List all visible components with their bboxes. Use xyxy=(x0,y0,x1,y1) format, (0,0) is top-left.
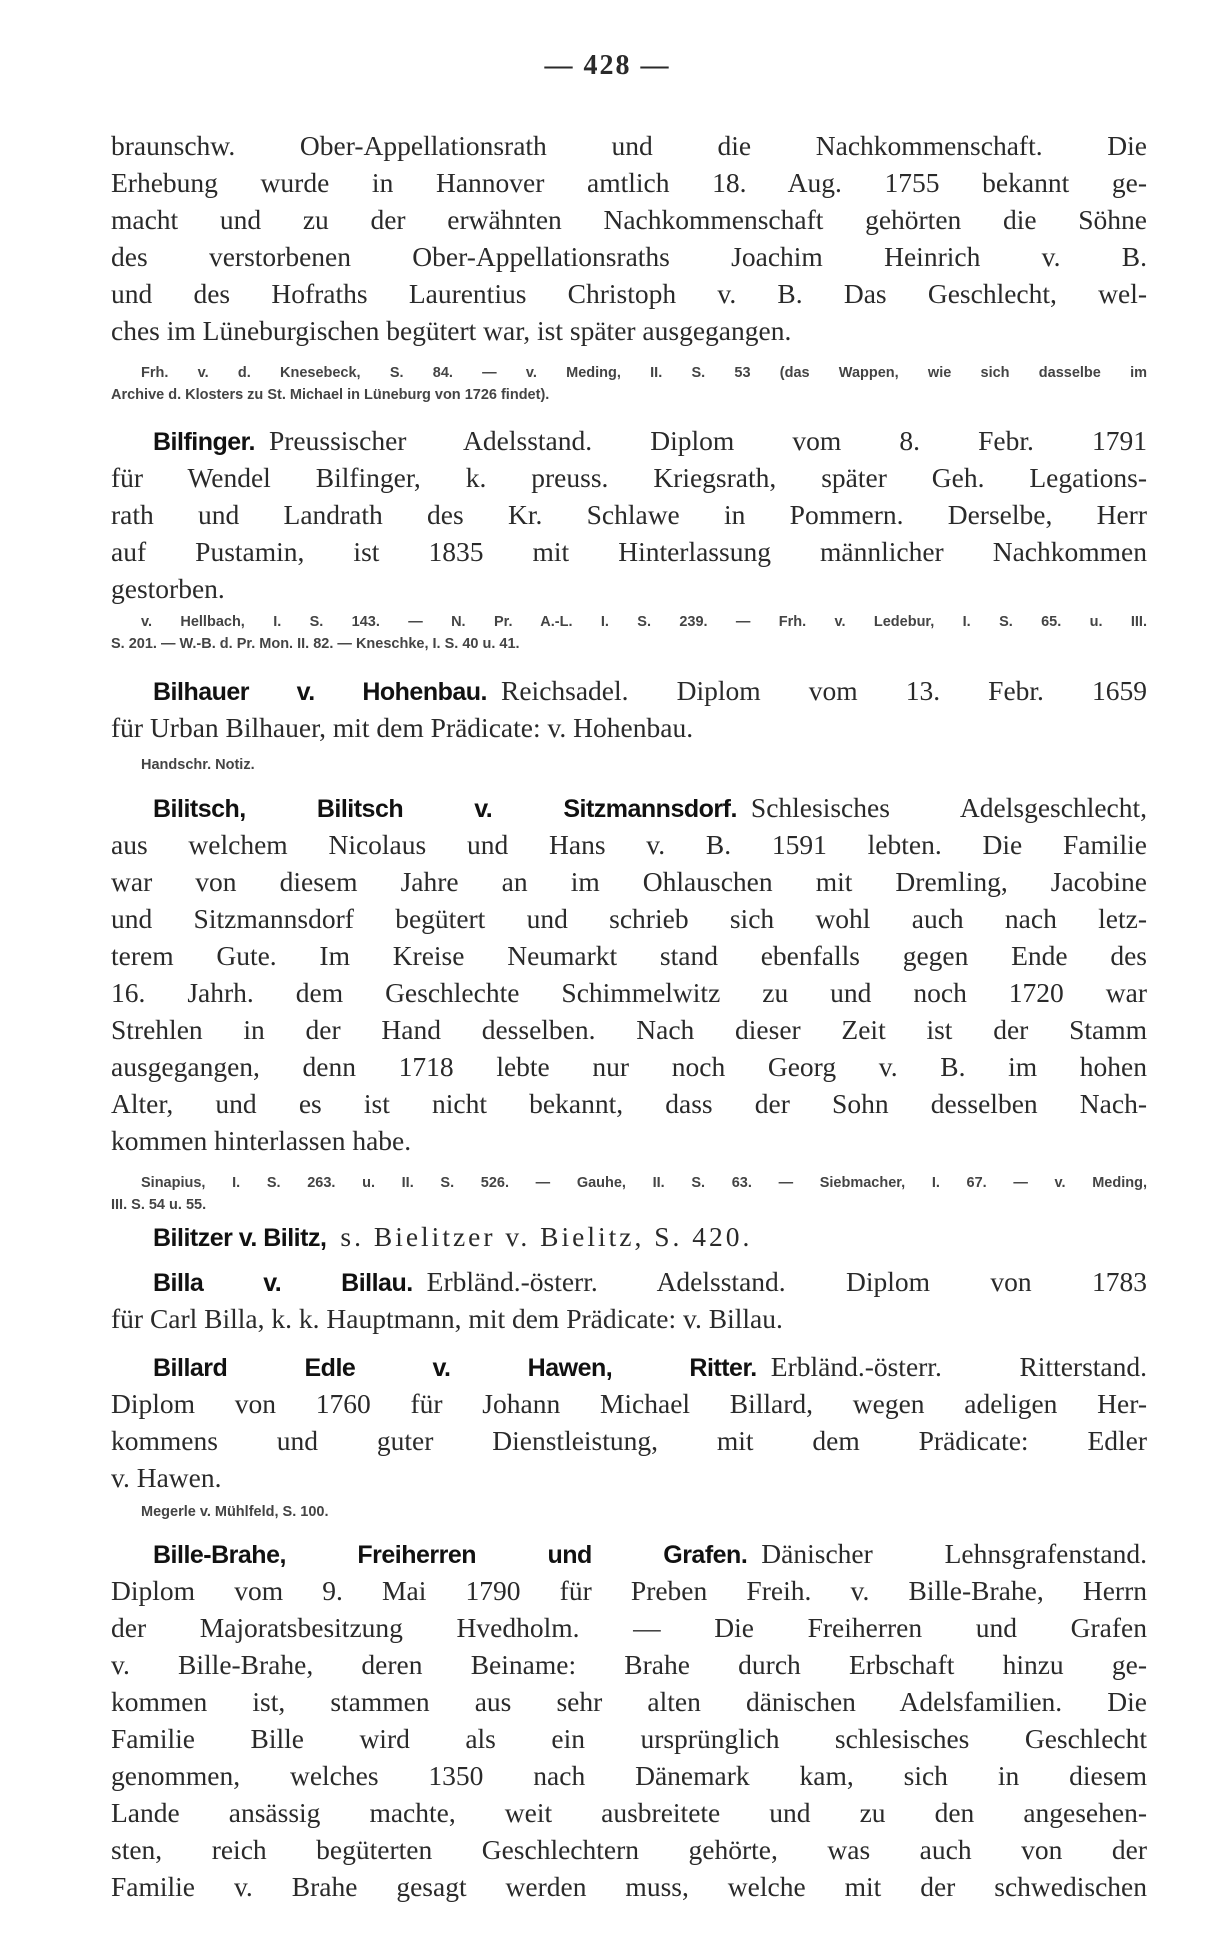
line-text: ches im Lüneburgischen begütert war, ist später ausgegangen. xyxy=(111,315,792,346)
text-line xyxy=(111,384,1147,406)
line-text: v. Hellbach, I. S. 143. — N. Pr. A.-L. I. S. 239. — Frh. v. Ledebur, I. S. 65. u. III. xyxy=(141,614,1147,630)
line-text: 16. Jahrh. dem Geschlechte Schimmelwitz zu und noch 1720 war xyxy=(111,977,1147,1008)
text-line xyxy=(111,1609,1147,1646)
line-text: v. Hawen. xyxy=(111,1462,222,1493)
text-line xyxy=(111,312,1147,349)
line-text: v. Bille-Brahe, deren Beiname: Brahe durch Erbschaft hinzu ge- xyxy=(111,1649,1147,1680)
line-text: der Majoratsbesitzung Hvedholm. — Die Freiherren und Grafen xyxy=(111,1612,1147,1643)
text-line xyxy=(111,1300,1147,1337)
text-line xyxy=(111,127,1147,164)
text-line xyxy=(111,1048,1147,1085)
text-line xyxy=(111,1459,1147,1496)
line-text: kommens und guter Dienstleistung, mit dem Prädicate: Edler xyxy=(111,1425,1147,1456)
entry-headword: Bilhauer v. Hohenbau. xyxy=(153,678,487,706)
text-line xyxy=(111,275,1147,312)
entry xyxy=(111,1348,1147,1496)
text-line xyxy=(111,1831,1147,1868)
line-text: für Wendel Bilfinger, k. preuss. Kriegsrath, später Geh. Legations- xyxy=(111,462,1147,493)
text-line xyxy=(111,533,1147,570)
entry xyxy=(111,789,1147,1159)
line-text: III. S. 54 u. 55. xyxy=(111,1197,207,1213)
text-line xyxy=(111,1501,1147,1523)
line-text: Handschr. Notiz. xyxy=(141,757,255,773)
line-text: Dänischer Lehnsgrafenstand. xyxy=(761,1538,1147,1569)
entry xyxy=(111,1218,1147,1255)
citation-note xyxy=(111,1501,1147,1523)
line-text: Archive d. Klosters zu St. Michael in Lüneburg von 1726 findet). xyxy=(111,387,550,403)
line-text: Diplom vom 9. Mai 1790 für Preben Freih. v. Bille-Brahe, Herrn xyxy=(111,1575,1147,1606)
text-line xyxy=(111,1011,1147,1048)
text-line xyxy=(111,937,1147,974)
text-line xyxy=(111,422,1147,459)
text-line xyxy=(111,459,1147,496)
text-line xyxy=(111,974,1147,1011)
line-text: Lande ansässig machte, weit ausbreitete und zu den angesehen- xyxy=(111,1797,1147,1828)
entry-headword: Bilfinger. xyxy=(153,428,255,456)
line-text: genommen, welches 1350 nach Dänemark kam, sich in diesem xyxy=(111,1760,1147,1791)
text-line xyxy=(111,1757,1147,1794)
text-line xyxy=(111,1646,1147,1683)
text-line xyxy=(111,201,1147,238)
line-text: auf Pustamin, ist 1835 mit Hinterlassung männlicher Nachkommen xyxy=(111,536,1147,567)
text-line xyxy=(111,611,1147,633)
paragraph xyxy=(111,127,1147,349)
text-line xyxy=(111,1683,1147,1720)
line-text: Sinapius, I. S. 263. u. II. S. 526. — Gauhe, II. S. 63. — Siebmacher, I. 67. — v. Meding, xyxy=(141,1175,1147,1191)
text-line xyxy=(111,900,1147,937)
text-line xyxy=(111,863,1147,900)
entry xyxy=(111,672,1147,746)
text-line xyxy=(111,1218,1147,1255)
text-line xyxy=(111,1085,1147,1122)
line-text: und Sitzmannsdorf begütert und schrieb sich wohl auch nach letz- xyxy=(111,903,1147,934)
entry-headword: Bille-Brahe, Freiherren und Grafen. xyxy=(153,1541,748,1569)
line-text: sten, reich begüterten Geschlechtern gehörte, was auch von der xyxy=(111,1834,1147,1865)
entry-headword: Bilitzer v. Bilitz, xyxy=(153,1224,327,1252)
line-text: für Carl Billa, k. k. Hauptmann, mit dem Prädicate: v. Billau. xyxy=(111,1303,783,1334)
text-line xyxy=(111,238,1147,275)
line-text: Frh. v. d. Knesebeck, S. 84. — v. Meding, II. S. 53 (das Wappen, wie sich dasselbe im xyxy=(141,365,1147,381)
text-line xyxy=(111,1720,1147,1757)
line-text: aus welchem Nicolaus und Hans v. B. 1591 lebten. Die Familie xyxy=(111,829,1147,860)
citation-note xyxy=(111,754,1147,776)
line-text: Erbländ.-österr. Adelsstand. Diplom von 1783 xyxy=(426,1266,1147,1297)
text-line xyxy=(111,672,1147,709)
line-text: gestorben. xyxy=(111,573,225,604)
line-text: Preussischer Adelsstand. Diplom vom 8. Febr. 1791 xyxy=(268,425,1147,456)
entry-headword: Billard Edle v. Hawen, Ritter. xyxy=(153,1354,757,1382)
line-text: Reichsadel. Diplom vom 13. Febr. 1659 xyxy=(501,675,1147,706)
line-text: S. 201. — W.-B. d. Pr. Mon. II. 82. — Kneschke, I. S. 40 u. 41. xyxy=(111,636,520,652)
text-line xyxy=(111,709,1147,746)
text-line xyxy=(111,1122,1147,1159)
entry-headword: Bilitsch, Bilitsch v. Sitzmannsdorf. xyxy=(153,795,737,823)
text-line xyxy=(111,1263,1147,1300)
line-text: für Urban Bilhauer, mit dem Prädicate: v. Hohenbau. xyxy=(111,712,694,743)
entry xyxy=(111,422,1147,607)
text-line xyxy=(111,1572,1147,1609)
line-text: Alter, und es ist nicht bekannt, dass der Sohn desselben Nach- xyxy=(111,1088,1147,1119)
line-text: Schlesisches Adelsgeschlecht, xyxy=(750,792,1148,823)
entry xyxy=(111,1263,1147,1337)
line-text: braunschw. Ober-Appellationsrath und die Nachkommenschaft. Die xyxy=(111,130,1147,161)
entry xyxy=(111,1535,1147,1905)
text-line xyxy=(111,789,1147,826)
text-line xyxy=(111,826,1147,863)
line-text: Familie v. Brahe gesagt werden muss, welche mit der schwedischen xyxy=(111,1871,1147,1902)
line-text: terem Gute. Im Kreise Neumarkt stand ebenfalls gegen Ende des xyxy=(111,940,1147,971)
text-line xyxy=(111,1794,1147,1831)
line-text: Erbländ.-österr. Ritterstand. xyxy=(770,1351,1147,1382)
line-text: kommen hinterlassen habe. xyxy=(111,1125,412,1156)
text-line xyxy=(111,570,1147,607)
text-line xyxy=(111,1535,1147,1572)
line-text: Erhebung wurde in Hannover amtlich 18. Aug. 1755 bekannt ge- xyxy=(111,167,1147,198)
line-text: war von diesem Jahre an im Ohlauschen mit Dremling, Jacobine xyxy=(111,866,1147,897)
citation-note xyxy=(111,362,1147,406)
text-line xyxy=(111,1194,1147,1216)
page-number: — 428 — xyxy=(544,50,671,81)
line-text: s. Bielitzer v. Bielitz, S. 420. xyxy=(340,1221,753,1252)
text-line xyxy=(111,1348,1147,1385)
citation-note xyxy=(111,1172,1147,1216)
line-text: und des Hofraths Laurentius Christoph v. B. Das Geschlecht, wel- xyxy=(111,278,1147,309)
entry-headword: Billa v. Billau. xyxy=(153,1269,413,1297)
text-line xyxy=(111,1172,1147,1194)
text-line xyxy=(111,633,1147,655)
line-text: Diplom von 1760 für Johann Michael Billard, wegen adeligen Her- xyxy=(111,1388,1147,1419)
text-line xyxy=(111,1868,1147,1905)
text-line xyxy=(111,1422,1147,1459)
text-line xyxy=(111,496,1147,533)
text-line xyxy=(111,164,1147,201)
line-text: kommen ist, stammen aus sehr alten dänischen Adelsfamilien. Die xyxy=(111,1686,1147,1717)
line-text: ausgegangen, denn 1718 lebte nur noch Georg v. B. im hohen xyxy=(111,1051,1147,1082)
text-line xyxy=(111,754,1147,776)
line-text: des verstorbenen Ober-Appellationsraths Joachim Heinrich v. B. xyxy=(111,241,1147,272)
line-text: rath und Landrath des Kr. Schlawe in Pommern. Derselbe, Herr xyxy=(111,499,1147,530)
line-text: Strehlen in der Hand desselben. Nach dieser Zeit ist der Stamm xyxy=(111,1014,1147,1045)
line-text: Megerle v. Mühlfeld, S. 100. xyxy=(141,1504,329,1520)
text-line xyxy=(111,362,1147,384)
text-line xyxy=(111,1385,1147,1422)
line-text: macht und zu der erwähnten Nachkommenschaft gehörten die Söhne xyxy=(111,204,1147,235)
line-text: Familie Bille wird als ein ursprünglich schlesisches Geschlecht xyxy=(111,1723,1147,1754)
citation-note xyxy=(111,611,1147,655)
